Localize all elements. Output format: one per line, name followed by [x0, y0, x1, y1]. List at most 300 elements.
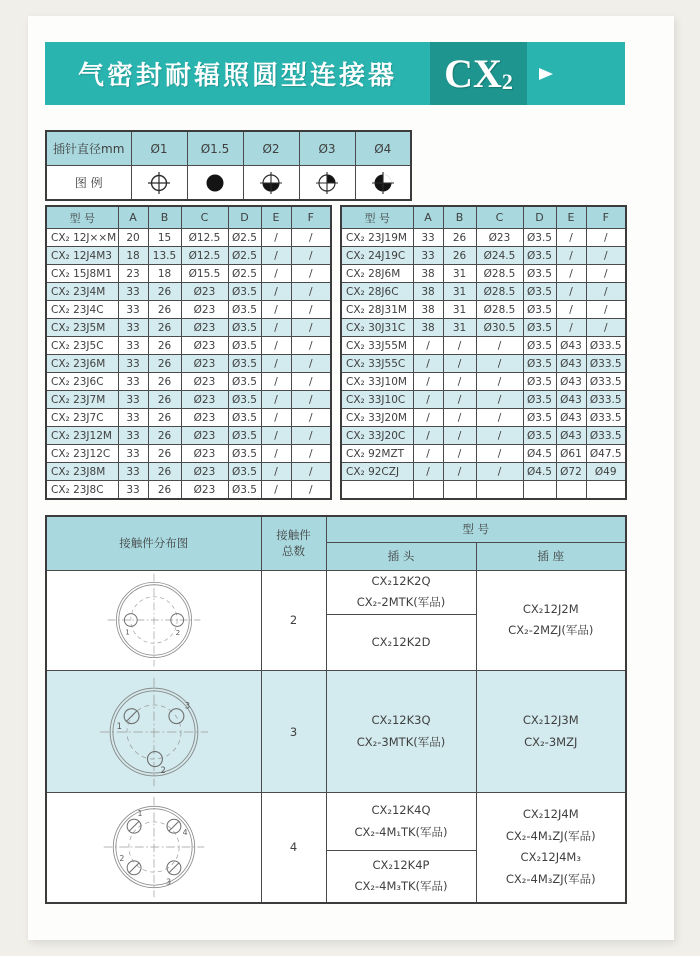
value-cell: / — [261, 229, 291, 247]
model-cell: CX₂ 33J10C — [341, 391, 413, 409]
value-cell: / — [291, 409, 331, 427]
table-row — [341, 427, 626, 445]
page-card — [28, 16, 674, 940]
table-row — [46, 373, 331, 391]
value-cell: / — [586, 247, 626, 265]
pin-diameter-legend-table — [45, 130, 412, 201]
circle-bottom-half-filled-icon — [258, 170, 284, 196]
value-cell: / — [261, 283, 291, 301]
legend-diameter: Ø1.5 — [187, 131, 243, 166]
value-cell: Ø3.5 — [228, 373, 261, 391]
value-cell: 15 — [148, 229, 181, 247]
spec-right-body — [341, 229, 626, 500]
value-cell: 26 — [148, 409, 181, 427]
model-cell: CX₂ 23J7M — [46, 391, 118, 409]
legend-icon-cell — [131, 166, 187, 201]
model-cell: CX₂ 92MZT — [341, 445, 413, 463]
model-number: CX₂12K4P — [372, 857, 430, 872]
value-cell: / — [261, 427, 291, 445]
value-cell: Ø43 — [556, 337, 586, 355]
model-number: CX₂12K4Q — [371, 802, 431, 817]
value-cell: / — [291, 463, 331, 481]
value-cell: / — [261, 481, 291, 500]
value-cell: / — [413, 409, 443, 427]
model-number: CX₂12K2D — [371, 634, 431, 649]
col-c: C — [181, 206, 228, 229]
value-cell: / — [556, 319, 586, 337]
pin-label: 2 — [160, 764, 166, 775]
value-cell: 26 — [148, 373, 181, 391]
value-cell: Ø12.5 — [181, 247, 228, 265]
value-cell: Ø2.5 — [228, 247, 261, 265]
value-cell: 38 — [413, 265, 443, 283]
pin-label: 4 — [182, 828, 188, 838]
contact-count: 2 — [261, 570, 326, 671]
table-row — [341, 409, 626, 427]
value-cell: Ø3.5 — [228, 391, 261, 409]
value-cell: Ø23 — [476, 229, 523, 247]
table-row — [341, 265, 626, 283]
value-cell: Ø24.5 — [476, 247, 523, 265]
header-plug: 插 头 — [326, 542, 476, 570]
value-cell: Ø23 — [181, 481, 228, 500]
value-cell: Ø23 — [181, 463, 228, 481]
contact-row-3pin — [46, 671, 626, 793]
col-model: 型 号 — [46, 206, 118, 229]
table-row — [341, 319, 626, 337]
value-cell — [443, 481, 476, 500]
legend-diameter: Ø3 — [299, 131, 355, 166]
model-number: CX₂12J4M — [522, 806, 579, 821]
value-cell: / — [476, 337, 523, 355]
value-cell: / — [291, 337, 331, 355]
value-cell: Ø3.5 — [228, 337, 261, 355]
value-cell — [556, 481, 586, 500]
value-cell: / — [261, 247, 291, 265]
table-row — [46, 445, 331, 463]
model-cell: CX₂ 23J6M — [46, 355, 118, 373]
value-cell: / — [261, 301, 291, 319]
table-row — [341, 481, 626, 500]
value-cell: Ø61 — [556, 445, 586, 463]
table-row — [341, 463, 626, 481]
contact-count: 3 — [261, 671, 326, 793]
table-row — [46, 283, 331, 301]
value-cell: Ø3.5 — [228, 283, 261, 301]
value-cell: Ø28.5 — [476, 301, 523, 319]
table-row — [46, 391, 331, 409]
value-cell: / — [586, 265, 626, 283]
table-row — [46, 301, 331, 319]
value-cell — [476, 481, 523, 500]
value-cell: Ø23 — [181, 337, 228, 355]
value-cell: Ø23 — [181, 355, 228, 373]
spec-table-right — [340, 205, 627, 500]
value-cell: / — [586, 319, 626, 337]
contact-row-2pin — [46, 570, 626, 615]
plug-models-top — [326, 793, 476, 851]
table-row — [46, 265, 331, 283]
value-cell: 33 — [413, 247, 443, 265]
value-cell: 26 — [148, 337, 181, 355]
model-number: CX₂-3MZJ — [524, 734, 578, 749]
model-cell: CX₂ 28J6C — [341, 283, 413, 301]
model-number: CX₂12J4M₃ — [520, 850, 581, 865]
value-cell: Ø3.5 — [228, 427, 261, 445]
table-row — [46, 409, 331, 427]
value-cell: 20 — [118, 229, 148, 247]
plug-models-bottom — [326, 851, 476, 903]
pin-label: 1 — [124, 627, 130, 637]
value-cell: Ø33.5 — [586, 373, 626, 391]
value-cell: / — [291, 283, 331, 301]
value-cell: 33 — [118, 481, 148, 500]
value-cell: Ø23 — [181, 391, 228, 409]
value-cell: Ø33.5 — [586, 391, 626, 409]
value-cell: / — [443, 337, 476, 355]
value-cell: Ø33.5 — [586, 409, 626, 427]
contact-row-4pin — [46, 793, 626, 851]
legend-icon-cell — [355, 166, 411, 201]
value-cell: 26 — [148, 427, 181, 445]
value-cell: 33 — [118, 445, 148, 463]
series-subscript: 2 — [501, 68, 513, 94]
value-cell: / — [291, 247, 331, 265]
table-row — [46, 481, 331, 500]
value-cell: 38 — [413, 319, 443, 337]
model-cell: CX₂ 30J31C — [341, 319, 413, 337]
diagram-cell — [46, 793, 261, 903]
value-cell: / — [261, 373, 291, 391]
model-cell: CX₂ 28J6M — [341, 265, 413, 283]
value-cell: 18 — [118, 247, 148, 265]
value-cell: Ø23 — [181, 301, 228, 319]
value-cell: / — [413, 445, 443, 463]
value-cell: / — [443, 463, 476, 481]
value-cell: / — [476, 445, 523, 463]
value-cell: / — [261, 463, 291, 481]
value-cell: Ø43 — [556, 409, 586, 427]
value-cell: / — [291, 229, 331, 247]
value-cell: 33 — [118, 337, 148, 355]
value-cell: / — [291, 373, 331, 391]
model-cell: CX₂ 24J19C — [341, 247, 413, 265]
contact-arrangement-table — [45, 515, 627, 904]
value-cell: / — [291, 391, 331, 409]
model-cell: CX₂ 12J4M3 — [46, 247, 118, 265]
socket-models — [476, 570, 626, 671]
header-distribution: 接触件分布图 — [46, 516, 261, 570]
value-cell: Ø72 — [556, 463, 586, 481]
value-cell: / — [556, 301, 586, 319]
value-cell: 31 — [443, 283, 476, 301]
header-contact-count-line1: 接触件 — [276, 528, 311, 543]
table-row — [46, 319, 331, 337]
table-row — [341, 229, 626, 247]
legend-diameter: Ø2 — [243, 131, 299, 166]
value-cell: Ø3.5 — [228, 301, 261, 319]
value-cell: Ø33.5 — [586, 427, 626, 445]
legend-icon-cell — [299, 166, 355, 201]
value-cell: 33 — [118, 463, 148, 481]
value-cell: 33 — [118, 301, 148, 319]
table-row — [341, 373, 626, 391]
pin-label: 3 — [184, 700, 190, 711]
model-cell: CX₂ 12J××M — [46, 229, 118, 247]
value-cell: 33 — [118, 355, 148, 373]
pin-label: 1 — [137, 809, 143, 819]
value-cell: / — [476, 373, 523, 391]
value-cell: / — [476, 427, 523, 445]
value-cell: / — [443, 391, 476, 409]
value-cell: Ø3.5 — [523, 355, 556, 373]
model-number: CX₂12K3Q — [371, 712, 431, 727]
socket-models — [476, 671, 626, 793]
value-cell: Ø3.5 — [228, 445, 261, 463]
col-f: F — [291, 206, 331, 229]
value-cell: Ø47.5 — [586, 445, 626, 463]
value-cell: / — [291, 427, 331, 445]
model-number: CX₂12J2M — [522, 601, 579, 616]
value-cell: Ø23 — [181, 319, 228, 337]
model-number: CX₂-4M₁TK(军品) — [354, 824, 448, 839]
spec-table-left — [45, 205, 332, 500]
col-e: E — [556, 206, 586, 229]
value-cell: Ø3.5 — [523, 247, 556, 265]
value-cell: 33 — [118, 391, 148, 409]
value-cell: / — [261, 355, 291, 373]
value-cell: Ø3.5 — [523, 391, 556, 409]
value-cell: 18 — [148, 265, 181, 283]
table-row — [341, 391, 626, 409]
model-cell: CX₂ 33J55C — [341, 355, 413, 373]
model-number: CX₂-2MZJ(军品) — [508, 623, 594, 638]
pin-label: 2 — [119, 854, 125, 864]
value-cell: 26 — [148, 355, 181, 373]
table-row — [46, 229, 331, 247]
value-cell — [586, 481, 626, 500]
value-cell: 31 — [443, 319, 476, 337]
header-contact-count-line2: 总数 — [282, 544, 305, 559]
circle-filled-icon — [202, 170, 228, 196]
value-cell: / — [443, 427, 476, 445]
col-f: F — [586, 206, 626, 229]
table-row — [46, 463, 331, 481]
value-cell: / — [261, 319, 291, 337]
value-cell: Ø23 — [181, 445, 228, 463]
model-cell: CX₂ 15J8M1 — [46, 265, 118, 283]
value-cell: / — [261, 409, 291, 427]
value-cell: Ø43 — [556, 391, 586, 409]
value-cell: / — [261, 337, 291, 355]
title-banner — [45, 42, 625, 105]
value-cell: Ø3.5 — [228, 319, 261, 337]
legend-icon-cell — [187, 166, 243, 201]
table-row — [341, 355, 626, 373]
legend-icon-cell — [243, 166, 299, 201]
model-cell: CX₂ 23J6C — [46, 373, 118, 391]
value-cell: Ø3.5 — [523, 229, 556, 247]
model-cell: CX₂ 23J12M — [46, 427, 118, 445]
value-cell: 33 — [118, 409, 148, 427]
value-cell: Ø2.5 — [228, 229, 261, 247]
table-row — [341, 445, 626, 463]
header-socket: 插 座 — [476, 542, 626, 570]
value-cell: 33 — [118, 373, 148, 391]
col-c: C — [476, 206, 523, 229]
model-number: CX₂12J3M — [522, 712, 579, 727]
model-number: CX₂-2MTK(军品) — [356, 595, 446, 610]
legend-diameter: Ø1 — [131, 131, 187, 166]
value-cell: 26 — [148, 391, 181, 409]
value-cell: Ø49 — [586, 463, 626, 481]
value-cell: / — [413, 391, 443, 409]
value-cell: / — [413, 373, 443, 391]
table-row — [46, 427, 331, 445]
value-cell: Ø23 — [181, 373, 228, 391]
value-cell: / — [291, 319, 331, 337]
model-number: CX₂-4M₁ZJ(军品) — [505, 828, 596, 843]
value-cell: Ø43 — [556, 427, 586, 445]
right-arrow-icon — [539, 68, 553, 80]
model-cell: CX₂ 23J8M — [46, 463, 118, 481]
legend-diameter: Ø4 — [355, 131, 411, 166]
circle-three-quarter-filled-icon — [370, 170, 396, 196]
pin-label: 3 — [165, 877, 171, 887]
col-a: A — [413, 206, 443, 229]
value-cell: / — [443, 445, 476, 463]
value-cell: Ø3.5 — [523, 301, 556, 319]
model-cell: CX₂ 33J20M — [341, 409, 413, 427]
model-cell: CX₂ 23J7C — [46, 409, 118, 427]
value-cell: Ø23 — [181, 283, 228, 301]
col-d: D — [228, 206, 261, 229]
col-b: B — [443, 206, 476, 229]
model-cell: CX₂ 23J19M — [341, 229, 413, 247]
value-cell: / — [586, 283, 626, 301]
value-cell: / — [586, 229, 626, 247]
value-cell: 33 — [118, 283, 148, 301]
value-cell: Ø33.5 — [586, 355, 626, 373]
col-b: B — [148, 206, 181, 229]
table-row — [46, 355, 331, 373]
model-number: CX₂-4M₃ZJ(军品) — [505, 872, 596, 887]
pin-label: 1 — [116, 720, 122, 731]
diagram-cell — [46, 570, 261, 671]
model-number: CX₂12K2Q — [371, 573, 431, 588]
value-cell: Ø33.5 — [586, 337, 626, 355]
model-cell: CX₂ 33J10M — [341, 373, 413, 391]
contact-header-row-1 — [46, 516, 626, 542]
table-row — [341, 301, 626, 319]
col-a: A — [118, 206, 148, 229]
value-cell: Ø4.5 — [523, 445, 556, 463]
value-cell: / — [476, 355, 523, 373]
header-contact-count — [261, 516, 326, 570]
value-cell: Ø28.5 — [476, 265, 523, 283]
value-cell: / — [261, 391, 291, 409]
spec-header-row — [341, 206, 626, 229]
value-cell: / — [261, 445, 291, 463]
model-cell: CX₂ 23J4M — [46, 283, 118, 301]
legend-row-label: 图 例 — [46, 166, 131, 201]
value-cell: / — [413, 355, 443, 373]
table-row — [46, 247, 331, 265]
model-cell: CX₂ 23J4C — [46, 301, 118, 319]
value-cell: / — [443, 409, 476, 427]
series-label: CX — [444, 50, 502, 96]
header-model: 型 号 — [326, 516, 626, 542]
value-cell: / — [291, 355, 331, 373]
value-cell: 26 — [148, 301, 181, 319]
diagram-cell — [46, 671, 261, 793]
value-cell: Ø3.5 — [523, 283, 556, 301]
model-cell: CX₂ 23J5C — [46, 337, 118, 355]
value-cell: Ø3.5 — [523, 265, 556, 283]
value-cell: / — [556, 265, 586, 283]
value-cell: Ø30.5 — [476, 319, 523, 337]
value-cell: Ø3.5 — [523, 373, 556, 391]
value-cell: Ø15.5 — [181, 265, 228, 283]
value-cell: 31 — [443, 301, 476, 319]
plug-models-top — [326, 570, 476, 615]
model-number: CX₂-3MTK(军品) — [356, 734, 446, 749]
value-cell: 26 — [148, 463, 181, 481]
page-title: 气密封耐辐照圆型连接器 — [77, 61, 397, 91]
value-cell: 33 — [118, 319, 148, 337]
model-cell: CX₂ 28J31M — [341, 301, 413, 319]
value-cell: / — [443, 355, 476, 373]
series-badge — [430, 42, 527, 105]
value-cell: 26 — [443, 229, 476, 247]
contact-layout-2pin-diagram — [106, 572, 202, 668]
table-row — [46, 337, 331, 355]
legend-header-label: 插针直径mm — [46, 131, 131, 166]
contact-layout-4pin-diagram — [102, 795, 206, 899]
value-cell: 38 — [413, 301, 443, 319]
contact-count: 4 — [261, 793, 326, 903]
model-cell: CX₂ 33J55M — [341, 337, 413, 355]
model-cell: CX₂ 33J20C — [341, 427, 413, 445]
value-cell: 23 — [118, 265, 148, 283]
value-cell: / — [443, 373, 476, 391]
value-cell: Ø3.5 — [228, 481, 261, 500]
value-cell: / — [291, 301, 331, 319]
value-cell: / — [291, 445, 331, 463]
model-cell: CX₂ 23J12C — [46, 445, 118, 463]
value-cell: 13.5 — [148, 247, 181, 265]
value-cell: / — [476, 463, 523, 481]
col-d: D — [523, 206, 556, 229]
value-cell: / — [291, 481, 331, 500]
table-row — [341, 337, 626, 355]
value-cell: Ø3.5 — [228, 409, 261, 427]
value-cell: / — [586, 301, 626, 319]
value-cell: Ø28.5 — [476, 283, 523, 301]
model-cell — [341, 481, 413, 500]
value-cell: Ø12.5 — [181, 229, 228, 247]
circle-crosshair-open-icon — [146, 170, 172, 196]
col-e: E — [261, 206, 291, 229]
value-cell: 26 — [148, 481, 181, 500]
value-cell: / — [556, 283, 586, 301]
col-model: 型 号 — [341, 206, 413, 229]
plug-models-bottom — [326, 615, 476, 671]
value-cell: / — [261, 265, 291, 283]
value-cell: Ø3.5 — [523, 337, 556, 355]
value-cell: / — [413, 463, 443, 481]
table-row — [341, 283, 626, 301]
